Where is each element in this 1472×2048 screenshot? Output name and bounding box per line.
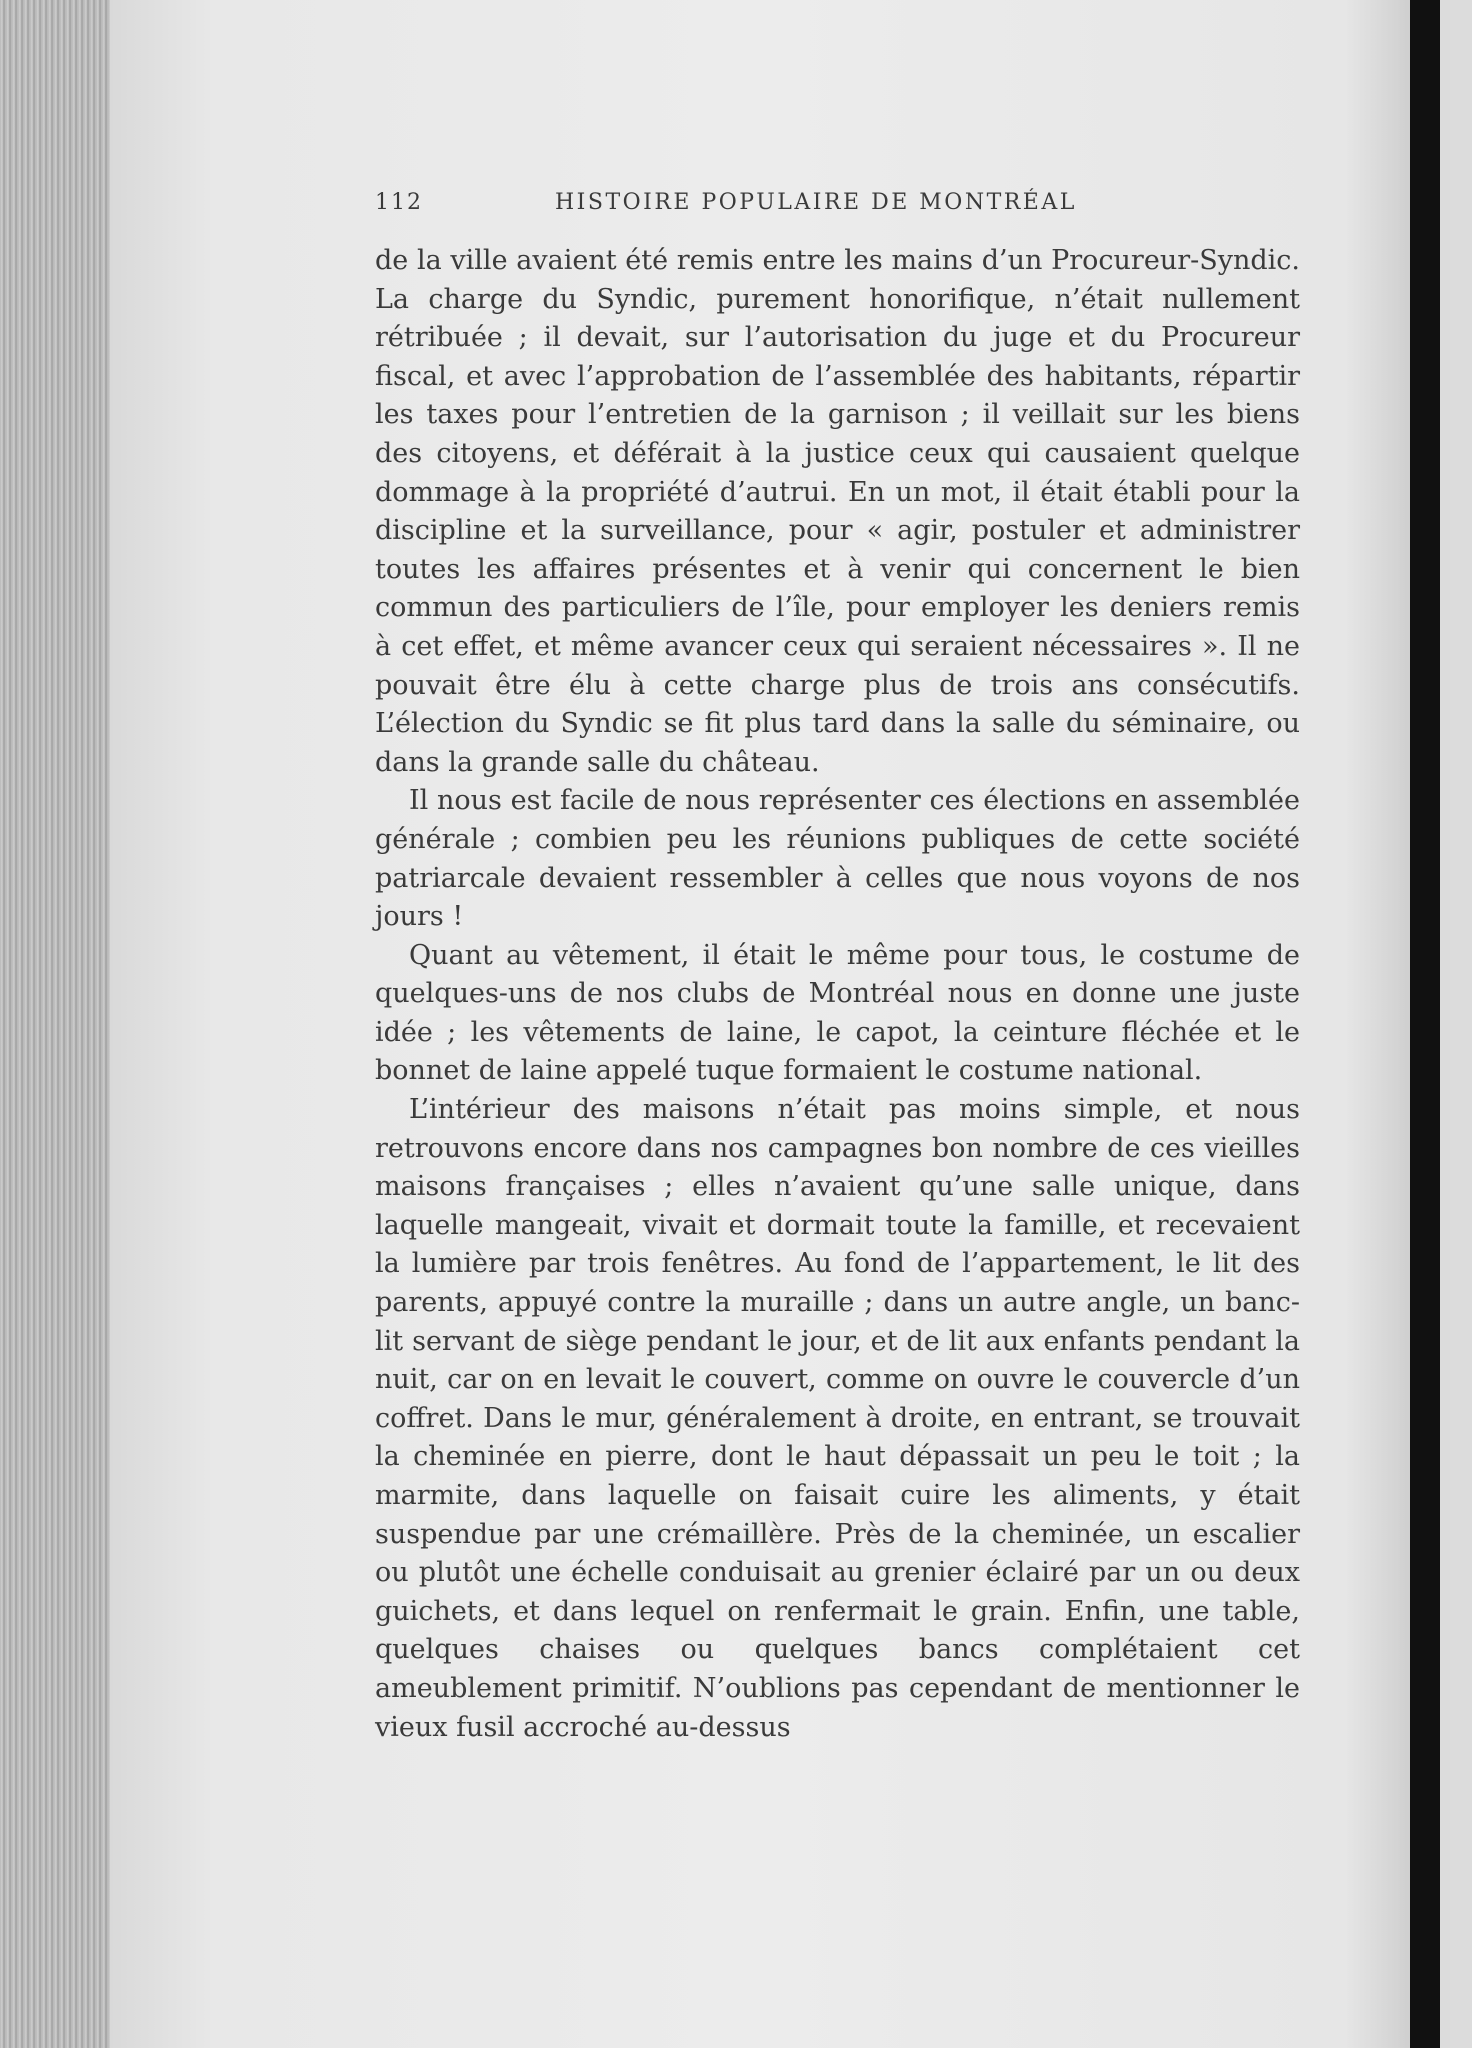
paragraph-4: L’intérieur des maisons n’était pas moins simple, et nous retrouvons encore dans nos campagnes bon nombre de ces vieilles maisons françaises ; elles n’avaient qu’une salle unique, dans laquelle mangeait, vivait et dormait toute la famille, et recevaient la lumière par trois fenêtres. Au fond de l’appartement, le lit des parents, appuyé contre la muraille ; dans un autre angle, un banc-lit servant de siège pendant le jour, et de lit aux enfants pendant la nuit, car on en levait le couvert, comme on ouvre le couvercle d’un coffret. Dans le mur, généralement à droite, en entrant, se trouvait la cheminée en pierre, dont le haut dépassait un peu le toit ; la marmite, dans laquelle on faisait cuire les aliments, y était suspendue par une crémaillère. Près de la cheminée, un escalier ou plutôt une échelle conduisait au grenier éclairé par un ou deux guichets, et dans lequel on renfermait le grain. Enfin, une table, quelques chaises ou quelques bancs complétaient cet ameublement primitif. N’oublions pas cependant de mentionner le vieux fusil accroché au-dessus [375,1094,1300,1743]
running-title: HISTOIRE POPULAIRE DE MONTRÉAL [555,190,1077,215]
page-number: 112 [375,190,423,215]
paragraph-2: Il nous est facile de nous représenter ces élections en assemblée générale ; combien peu les réunions publiques de cette société patriarcale devaient ressembler à celles que nous voyons de nos jours ! [375,785,1300,933]
running-head [375,190,1300,230]
paragraph-3: Quant au vêtement, il était le même pour tous, le costume de quelques-uns de nos clubs de Montréal nous en donne une juste idée ; les vêtements de laine, le capot, la ceinture fléchée et le bonnet de laine appelé tuque formaient le costume national. [375,939,1300,1087]
page-text [375,190,1300,1747]
gutter-shadow [1410,0,1440,2048]
paragraph-1: de la ville avaient été remis entre les mains d’un Procureur-Syndic. La charge du Syndic, purement honorifique, n’était nullement rétribuée ; il devait, sur l’autorisation du juge et du Procureur fiscal, et avec l’approbation de l’assemblée des habitants, répartir les taxes pour l’entretien de la garnison ; il veillait sur les biens des citoyens, et déférait à la justice ceux qui causaient quelque dommage à la propriété d’autrui. En un mot, il était établi pour la discipline et la surveillance, pour « agir, postuler et administrer toutes les affaires présentes et à venir qui concernent le bien commun des particuliers de l’île, pour employer les deniers remis à cet effet, et même avancer ceux qui seraient nécessaires ». Il ne pouvait être élu à cette charge plus de trois ans consécutifs. L’élection du Syndic se fit plus tard dans la salle du séminaire, ou dans la grande salle du château. [375,245,1300,778]
facing-page-edge [1440,0,1472,2048]
